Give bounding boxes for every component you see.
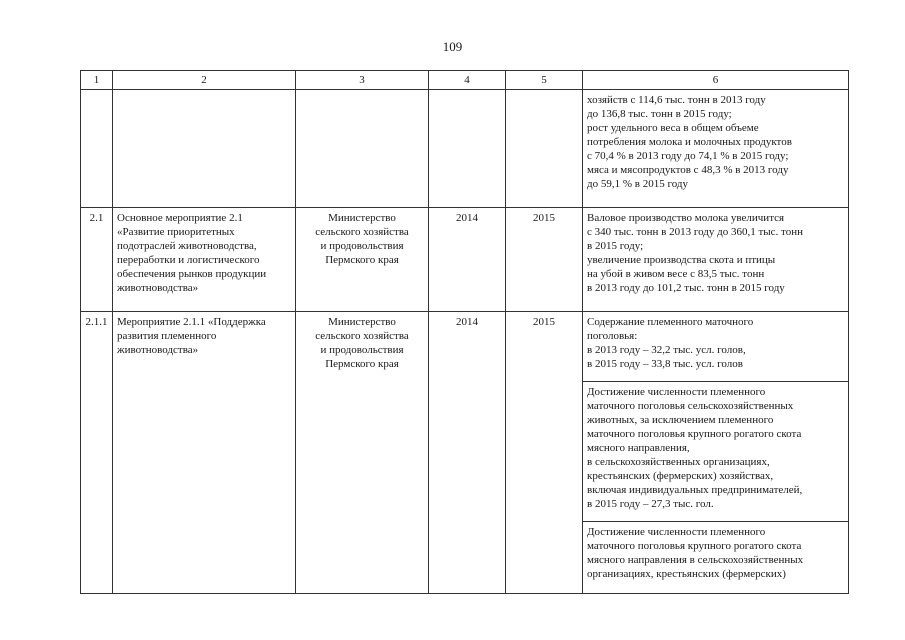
executor: Министерство сельского хозяйства и продовольствия Пермского края (296, 208, 429, 312)
page-number: 109 (442, 39, 463, 54)
row-number: 2.1.1 (81, 312, 113, 594)
start-year (429, 90, 506, 208)
table-row (81, 312, 849, 382)
expected-result: Достижение численности племенного маточного поголовья крупного рогатого скота мясного направления в сельскохозяйственных организациях, крестьянских (фермерских) (583, 522, 849, 594)
header-col-1: 1 (81, 71, 113, 90)
expected-result: Содержание племенного маточного поголовья: в 2013 году – 32,2 тыс. усл. голов, в 2015 году – 33,8 тыс. усл. голов (583, 312, 849, 382)
table-header-row (81, 71, 849, 90)
start-year: 2014 (429, 208, 506, 312)
row-number (81, 90, 113, 208)
executor: Министерство сельского хозяйства и продовольствия Пермского края (296, 312, 429, 594)
end-year: 2015 (506, 312, 583, 594)
expected-result: хозяйств с 114,6 тыс. тонн в 2013 году до 136,8 тыс. тонн в 2015 году; рост удельного веса в общем объеме потребления молока и молочных продуктов с 70,4 % в 2013 году до 74,1 % в 2015 году; мяса и мясопродуктов с 48,3 % в 2013 году до 59,1 % в 2015 году (583, 90, 849, 208)
table-row (81, 90, 849, 208)
executor (296, 90, 429, 208)
activity-name: Основное мероприятие 2.1 «Развитие приоритетных подотраслей животноводства, переработки и логистического обеспечения рынков продукции животноводства» (113, 208, 296, 312)
header-col-2: 2 (113, 71, 296, 90)
end-year: 2015 (506, 208, 583, 312)
header-col-3: 3 (296, 71, 429, 90)
header-col-4: 4 (429, 71, 506, 90)
expected-result: Валовое производство молока увеличится с 340 тыс. тонн в 2013 году до 360,1 тыс. тонн в 2015 году; увеличение производства скота и птицы на убой в живом весе с 83,5 тыс. тонн в 2013 году до 101,2 тыс. тонн в 2015 году (583, 208, 849, 312)
start-year: 2014 (429, 312, 506, 594)
end-year (506, 90, 583, 208)
row-number: 2.1 (81, 208, 113, 312)
header-col-5: 5 (506, 71, 583, 90)
table-row (81, 208, 849, 312)
activity-name: Мероприятие 2.1.1 «Поддержка развития племенного животноводства» (113, 312, 296, 594)
header-col-6: 6 (583, 71, 849, 90)
activity-name (113, 90, 296, 208)
program-table (80, 70, 849, 594)
expected-result: Достижение численности племенного маточного поголовья сельскохозяйственных животных, за исключением племенного маточного поголовья крупного рогатого скота мясного направления, в сельскохозяйственных организациях, крестьянских (фермерских) хозяйствах, включая индивидуальных предпринимателей, в 2015 году – 27,3 тыс. гол. (583, 382, 849, 522)
